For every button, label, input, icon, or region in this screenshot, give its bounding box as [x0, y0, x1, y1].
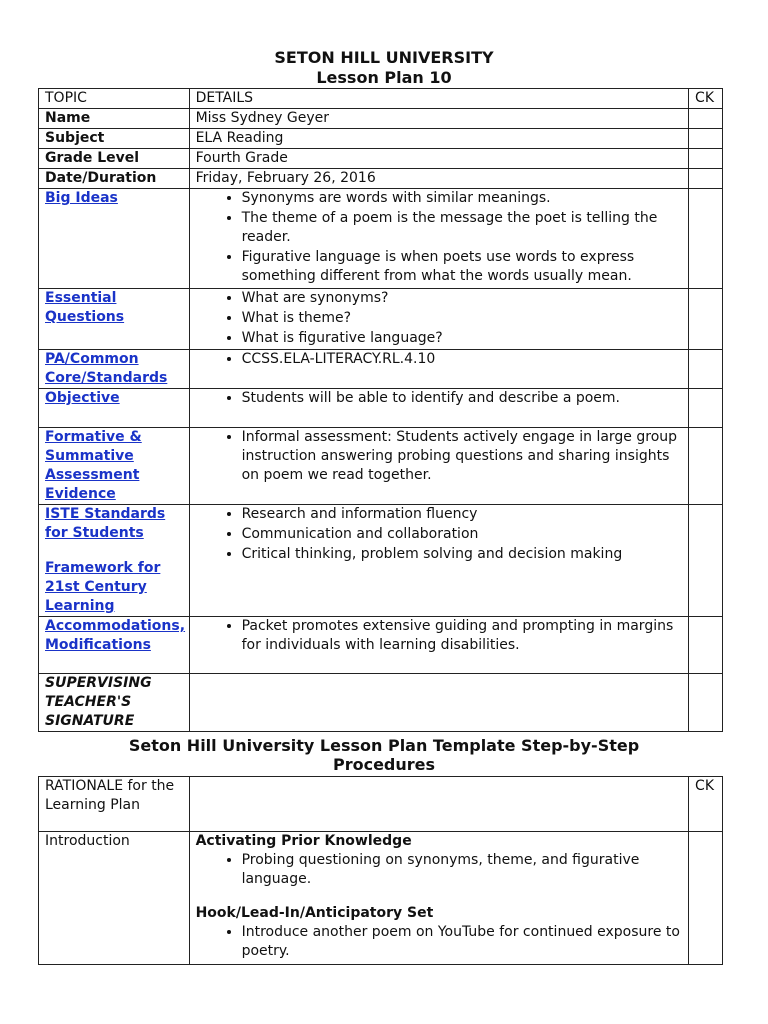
iste-list — [196, 505, 682, 564]
list-item: • Students will be able to identify and describe a poem. — [242, 389, 682, 408]
table-row — [39, 505, 723, 617]
iste-standards-link[interactable]: ISTE Standards for Students — [45, 506, 166, 541]
procedures-table — [38, 776, 723, 965]
subject-label: Subject — [39, 129, 190, 149]
list-item: • What are synonyms? — [242, 289, 682, 308]
objective-list — [196, 389, 682, 408]
big-ideas-list — [196, 189, 682, 286]
ck-cell — [689, 189, 723, 289]
assessment-list — [196, 428, 682, 485]
ck-cell — [689, 149, 723, 169]
ck-cell — [689, 289, 723, 350]
signature-label: SUPERVISING TEACHER'S SIGNATURE — [39, 674, 190, 732]
table-row — [39, 189, 723, 289]
table-row — [39, 109, 723, 129]
table-row — [39, 428, 723, 505]
table-row — [39, 169, 723, 189]
prior-knowledge-list — [196, 851, 682, 889]
list-item: • Communication and collaboration — [242, 525, 682, 544]
list-item: • Introduce another poem on YouTube for continued exposure to poetry. — [242, 923, 682, 961]
table-row — [39, 289, 723, 350]
table-row — [39, 777, 723, 832]
rationale-value — [189, 777, 688, 832]
ck-cell — [689, 505, 723, 617]
lesson-plan-table — [38, 88, 723, 732]
table-row — [39, 350, 723, 389]
list-item: • CCSS.ELA-LITERACY.RL.4.10 — [242, 350, 682, 369]
introduction-label: Introduction — [39, 832, 190, 965]
hook-list — [196, 923, 682, 961]
grade-label: Grade Level — [39, 149, 190, 169]
table-row — [39, 674, 723, 732]
standards-link[interactable]: PA/Common Core/Standards — [45, 351, 168, 386]
col-ck-header: CK — [689, 89, 723, 109]
list-item: • Research and information fluency — [242, 505, 682, 524]
table-row — [39, 832, 723, 965]
col-details-header: DETAILS — [189, 89, 688, 109]
list-item: • Informal assessment: Students actively engage in large group instruction answering probing questions and sharing insights on poem we read together. — [242, 428, 682, 485]
framework-link[interactable]: Framework for 21st Century Learning — [45, 560, 161, 614]
accommodations-link[interactable]: Accommodations, Modifications — [45, 618, 186, 653]
date-value: Friday, February 26, 2016 — [189, 169, 688, 189]
list-item: • Critical thinking, problem solving and decision making — [242, 545, 682, 564]
essential-questions-list — [196, 289, 682, 348]
signature-field[interactable] — [189, 674, 688, 732]
list-item: • Synonyms are words with similar meanings. — [242, 189, 682, 208]
assessment-link[interactable]: Formative & Summative Assessment Evidence — [45, 429, 142, 502]
big-ideas-link[interactable]: Big Ideas — [45, 190, 118, 206]
grade-value: Fourth Grade — [189, 149, 688, 169]
list-item: • What is theme? — [242, 309, 682, 328]
table-row — [39, 389, 723, 428]
standards-list — [196, 350, 682, 369]
hook-heading: Hook/Lead-In/Anticipatory Set — [195, 905, 434, 921]
name-value: Miss Sydney Geyer — [189, 109, 688, 129]
ck-cell — [689, 129, 723, 149]
ck-cell — [689, 169, 723, 189]
subject-value: ELA Reading — [189, 129, 688, 149]
table-row — [39, 149, 723, 169]
essential-questions-link[interactable]: Essential Questions — [45, 290, 125, 325]
list-item: • What is figurative language? — [242, 329, 682, 348]
list-item: • Probing questioning on synonyms, theme, and figurative language. — [242, 851, 682, 889]
name-label: Name — [39, 109, 190, 129]
ck-cell — [689, 674, 723, 732]
ck-cell — [689, 389, 723, 428]
col-ck-header: CK — [689, 777, 723, 832]
procedures-title-text: Seton Hill University Lesson Plan Template Step-by-Step Procedures — [128, 736, 640, 774]
table-row — [39, 129, 723, 149]
ck-cell — [689, 428, 723, 505]
ck-cell — [689, 832, 723, 965]
table-row — [39, 617, 723, 674]
ck-cell — [689, 109, 723, 129]
procedures-title — [0, 736, 768, 774]
ck-cell — [689, 350, 723, 389]
date-label: Date/Duration — [39, 169, 190, 189]
prior-knowledge-heading: Activating Prior Knowledge — [195, 833, 412, 849]
lesson-plan-title: Lesson Plan 10 — [316, 68, 452, 87]
col-topic-header: TOPIC — [39, 89, 190, 109]
ck-cell — [689, 617, 723, 674]
objective-link[interactable]: Objective — [45, 390, 120, 406]
list-item: • Figurative language is when poets use words to express something different from what the words usually mean. — [242, 248, 682, 286]
accommodations-list — [196, 617, 682, 655]
list-item: • Packet promotes extensive guiding and prompting in margins for individuals with learning disabilities. — [242, 617, 682, 655]
table-header-row — [39, 89, 723, 109]
rationale-label: RATIONALE for the Learning Plan — [39, 777, 190, 832]
list-item: • The theme of a poem is the message the poet is telling the reader. — [242, 209, 682, 247]
university-title: SETON HILL UNIVERSITY — [274, 48, 494, 67]
